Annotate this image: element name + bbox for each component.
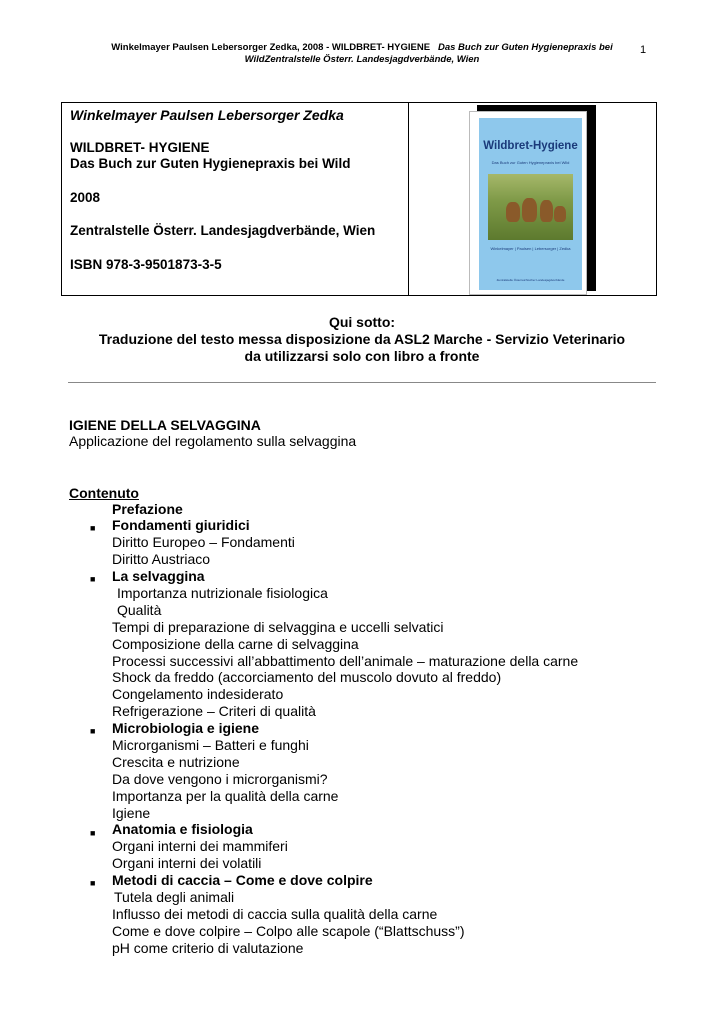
notice-line-3: da utilizzarsi solo con libro a fronte (244, 348, 480, 364)
book-subtitle: Das Buch zur Guten Hygienepraxis bei Wild (70, 156, 351, 171)
bullet-icon: ■ (90, 574, 96, 584)
header-line-2: WildZentralstelle Österr. Landesjagdverbände, Wien (244, 54, 480, 65)
bullet-icon: ■ (90, 828, 96, 838)
cover-authors: Winkelmayer | Paulsen | Lebersorger | Zedka (490, 246, 571, 251)
toc-chapter: Anatomia e fisiologia (112, 821, 253, 837)
book-info-table (61, 102, 657, 296)
toc-item: Qualità (117, 602, 162, 618)
deer-figure (540, 200, 553, 222)
section-subtitle: Applicazione del regolamento sulla selvaggina (69, 433, 357, 449)
book-info-text (62, 103, 409, 295)
toc-item: Organi interni dei mammiferi (112, 838, 288, 854)
book-year: 2008 (70, 189, 101, 205)
deer-photo (488, 174, 573, 240)
cover-subtitle: Das Buch zur Guten Hygienepraxis bei Wild (491, 160, 570, 165)
deer-figure (554, 206, 566, 222)
toc-item: Igiene (112, 805, 151, 821)
book-title: WILDBRET- HYGIENE (70, 139, 210, 155)
toc-chapter: La selvaggina (112, 568, 205, 584)
translation-notice (61, 314, 663, 365)
header-subtitle: Das Buch zur Guten Hygienepraxis bei (437, 42, 613, 53)
toc-item: Refrigerazione – Criteri di qualità (112, 703, 316, 719)
book-cover-cell (409, 103, 656, 295)
notice-line-1: Qui sotto: (328, 314, 396, 330)
bullet-icon: ■ (90, 523, 96, 533)
toc-chapter: Fondamenti giuridici (112, 517, 250, 533)
toc-item: Come e dove colpire – Colpo alle scapole (“Blattschuss”) (112, 923, 465, 939)
toc-item: Prefazione (112, 501, 183, 517)
book-authors: Winkelmayer Paulsen Lebersorger Zedka (70, 107, 344, 123)
toc-item: Importanza nutrizionale fisiologica (117, 585, 328, 601)
running-header (0, 42, 724, 66)
bullet-icon: ■ (90, 878, 96, 888)
toc-item: Diritto Austriaco (112, 551, 211, 567)
toc-item: Influsso dei metodi di caccia sulla qualità della carne (112, 906, 438, 922)
deer-figure (506, 202, 520, 222)
toc-item: Processi successivi all’abbattimento dell’animale – maturazione della carne (112, 653, 579, 669)
bullet-icon: ■ (90, 726, 96, 736)
toc-item: Tutela degli animali (114, 889, 235, 905)
toc-item: Da dove vengono i microrganismi? (112, 771, 328, 787)
toc-item: Crescita e nutrizione (112, 754, 240, 770)
section-title: IGIENE DELLA SELVAGGINA (69, 417, 261, 433)
cover-publisher: Zentralstelle Österreichischer Landesjagdverbände (496, 278, 565, 282)
page-number: 1 (640, 44, 647, 56)
toc-heading: Contenuto (69, 485, 139, 501)
toc-item: Microrganismi – Batteri e funghi (112, 737, 309, 753)
deer-figure (522, 198, 537, 222)
toc-item: Diritto Europeo – Fondamenti (112, 534, 295, 550)
toc-chapter: Metodi di caccia – Come e dove colpire (112, 872, 373, 888)
header-authors-title: Winkelmayer Paulsen Lebersorger Zedka, 2008 - WILDBRET- HYGIENE (111, 42, 431, 53)
book-title-block (70, 140, 400, 173)
toc-chapter: Microbiologia e igiene (112, 720, 260, 736)
toc-item: Organi interni dei volatili (112, 855, 262, 871)
header-line-1 (0, 42, 724, 54)
book-isbn: ISBN 978-3-9501873-3-5 (70, 256, 222, 272)
toc-item: Congelamento indesiderato (112, 686, 284, 702)
horizontal-divider (68, 382, 656, 383)
book-publisher: Zentralstelle Österr. Landesjagdverbände, Wien (70, 223, 376, 238)
cover-title: Wildbret-Hygiene (483, 140, 578, 152)
toc-item: Importanza per la qualità della carne (112, 788, 339, 804)
toc-item: pH come criterio di valutazione (112, 940, 304, 956)
book-cover-image (479, 118, 582, 290)
toc-item: Tempi di preparazione di selvaggina e uccelli selvatici (112, 619, 444, 635)
notice-line-2: Traduzione del testo messa disposizione da ASL2 Marche - Servizio Veterinario (98, 331, 626, 347)
toc-item: Shock da freddo (accorciamento del muscolo dovuto al freddo) (112, 669, 502, 685)
toc-item: Composizione della carne di selvaggina (112, 636, 359, 652)
